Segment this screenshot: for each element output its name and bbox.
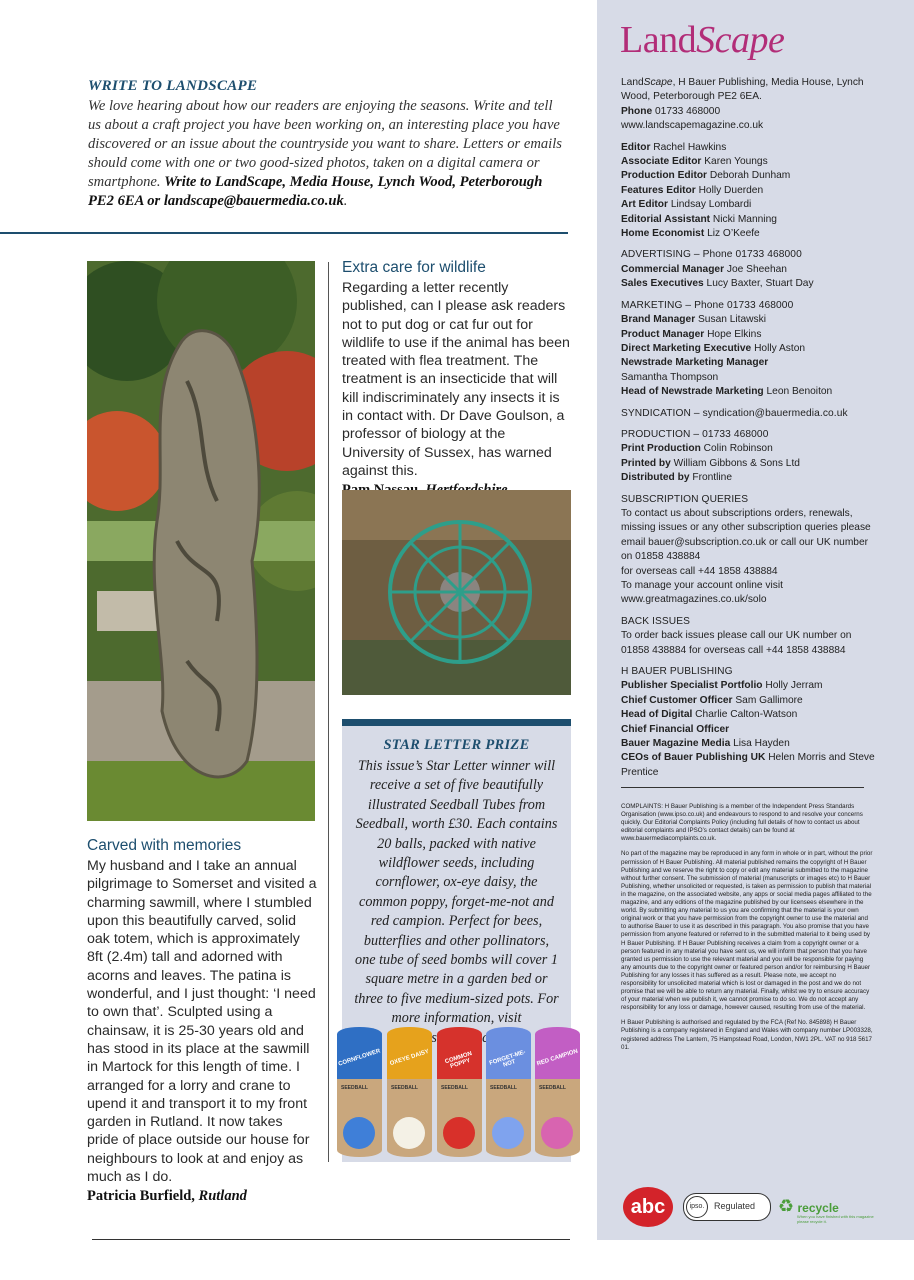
- address-scape: Scape: [643, 77, 673, 88]
- masthead-divider: [621, 787, 864, 788]
- write-body: [88, 97, 566, 211]
- address-land: Land: [621, 77, 644, 88]
- seedball-tube-forget-me-not: [486, 1027, 531, 1157]
- back-issues-section: [621, 615, 876, 658]
- section-heading: ADVERTISING – Phone 01733 468000: [621, 249, 802, 261]
- subs-url: www.greatmagazines.co.uk/solo: [621, 594, 767, 606]
- write-to-landscape: [88, 78, 566, 211]
- staff-role: Chief Financial Officer: [621, 723, 730, 735]
- staff-row: Samantha Thompson: [621, 371, 719, 383]
- bottom-divider: [92, 1239, 570, 1240]
- staff-role: Bauer Magazine Media: [621, 738, 731, 750]
- staff-list: [621, 141, 876, 242]
- star-letter-bar: [342, 719, 571, 726]
- staff-row: [621, 198, 876, 212]
- staff-role: Art Editor: [621, 199, 668, 211]
- seedball-tube-cornflower: [337, 1027, 382, 1157]
- staff-name: Hope Elkins: [707, 328, 762, 340]
- fine-print: [621, 803, 873, 1059]
- production-section: [621, 428, 876, 486]
- staff-role: Production Editor: [621, 170, 708, 182]
- cornflower-icon: [343, 1117, 375, 1149]
- staff-name: Liz O’Keefe: [707, 228, 760, 240]
- author-name: Patricia Burfield,: [87, 1188, 195, 1205]
- seedball-tube-red-campion: [535, 1027, 580, 1157]
- write-body-text: We love hearing about how our readers are enjoying the seasons. Write and tell us about a craft project you have been working on, an interesting place you have discovered or an issue about the countryside you want to share. Letters or emails should come with one or two good-sized photos, taken on a digital camera or smartphone.: [88, 98, 562, 190]
- landscape-logo: [620, 18, 784, 62]
- staff-row: [621, 356, 876, 370]
- staff-row: [621, 141, 876, 155]
- tube-brand: SEEDBALL: [490, 1085, 517, 1091]
- staff-role: Head of Digital: [621, 709, 693, 721]
- section-heading: SYNDICATION – syndication@bauermedia.co.uk: [621, 407, 848, 419]
- masthead-address: [621, 76, 876, 105]
- staff-row: [621, 723, 876, 737]
- staff-name: Karen Youngs: [704, 156, 768, 168]
- marketing-section: [621, 299, 876, 400]
- section-heading: H BAUER PUBLISHING: [621, 666, 733, 678]
- masthead-text: [621, 76, 876, 780]
- fca-text: H Bauer Publishing is authorised and regulated by the FCA (Ref No. 845898) H Bauer Publishing is a company registered in England and Wales with company number LP003328, registered address The Lantern, 75 Hampstead Road, London, NW1 2PL. VAT no 918 5617 01.: [621, 1019, 873, 1051]
- staff-role: CEOs of Bauer Publishing UK: [621, 752, 766, 764]
- seedball-tube-common-poppy: [437, 1027, 482, 1157]
- subscription-section: [621, 493, 876, 608]
- subs-manage: To manage your account online visit: [621, 580, 783, 591]
- star-letter-body: This issue’s Star Letter winner will receive a set of five beautifully illustrated Seedball Tubes from Seedball, worth £30. Each contains 20 balls, packed with native wildflower seeds, including cornflower, ox-eye daisy, the common poppy, forget-me-not and red campion. Perfect for bees, butterflies and other pollinators, one tube of seed bombs will cover 1 square metre in a garden bed or three to five medium-sized pots. For more information, visit: [354, 758, 559, 1027]
- copyright-text: No part of the magazine may be reproduced in any form in whole or in part, without the prior permission of H Bauer Publishing. All material published remains the copyright of H Bauer Publishing and we reserve the right to copy or edit any material submitted to the magazine without further consent. The submission of material (manuscripts or images etc) to H Bauer Publishing, whether unsolicited or requested, is taken as permission to publish that material in the magazine, on the associated website, any apps or social media pages affiliated to the magazine, and any editions of the magazine published by our licensees elsewhere in the world. By submitting any material to us you are confirming that the material is your own original work or that you have permission from the copyright owner to use the material and to authorise Bauer to use it as described in this paragraph. You also promise that you have permission from anyone featured or referred to in the submitted material to it being used by H Bauer Publishing. If H Bauer Publishing receives a claim from a copyright owner or a person featured in any material you have sent us, we will inform that person that you have granted us permission to use the relevant material and you will be responsible for paying any amounts due to the copyright owner or featured person and/or for reimbursing H Bauer Publishing for any losses it has suffered as a result. Please note, we accept no responsibility for unsolicited material which is lost or damaged in the post and we do not promise that we will be able to return any material. Finally, whilst we try to ensure accuracy of your material when we publish it, we cannot promise to do so. We do not accept any responsibility for any loss or damage, however caused, resulting from use of the material.: [621, 850, 873, 1012]
- daisy-icon: [393, 1117, 425, 1149]
- tube-brand: SEEDBALL: [391, 1085, 418, 1091]
- section-heading: BACK ISSUES: [621, 615, 691, 627]
- staff-role: Product Manager: [621, 328, 705, 340]
- staff-row: [621, 277, 876, 291]
- staff-name: Rachel Hawkins: [653, 141, 727, 153]
- abc-logo: abc: [623, 1187, 673, 1227]
- staff-name: Holly Aston: [754, 342, 806, 354]
- staff-name: Lucy Baxter, Stuart Day: [706, 278, 814, 290]
- ipso-icon: ipso.: [686, 1196, 708, 1218]
- address-rest: , H Bauer Publishing, Media House, Lynch Wood, Peterborough PE2 6EA.: [621, 77, 864, 103]
- staff-role: Head of Newstrade Marketing: [621, 386, 764, 398]
- staff-role: Editorial Assistant: [621, 213, 711, 225]
- subs-body: To contact us about subscriptions orders, renewals, missing issues or any other subscription queries please email bauer@subscription.co.uk or call our UK number on 01858 438884: [621, 507, 871, 563]
- letter-body: My husband and I take an annual pilgrimage to Somerset and visited a charming sawmill, where I stumbled upon this beautifully carved, solid oak totem, which is approximately 8ft (2.4m) tall and adorned with acorns and leaves. The patina is wonderful, and I just thought: ‘I need to own that’. Sculpted using a chainsaw, it is 25-30 years old and has stood in its place at the sawmill in Martock for this length of time. I arranged for a lorry and crane to upend it and transport it to my front garden in Rutland. It now takes pride of place outside our house for neighbours to look at and enjoy as much as I do.: [87, 858, 317, 1186]
- section-heading: MARKETING – Phone 01733 468000: [621, 299, 794, 311]
- campion-icon: [541, 1117, 573, 1149]
- staff-role: Associate Editor: [621, 156, 702, 168]
- staff-row: [621, 213, 876, 227]
- column-divider: [328, 262, 329, 1162]
- staff-name: Charlie Calton-Watson: [695, 709, 798, 721]
- regulated-label: Regulated: [714, 1201, 756, 1211]
- staff-name: Sam Gallimore: [735, 694, 803, 706]
- staff-row: [621, 342, 876, 356]
- staff-role: Newstrade Marketing Manager: [621, 357, 769, 369]
- staff-row: [621, 328, 876, 342]
- staff-name: Helen Morris and Steve Prentice: [621, 752, 875, 778]
- recycle-note: When you have finished with this magazine please recycle it.: [797, 1214, 874, 1224]
- staff-row: [621, 442, 876, 456]
- letter-carved-memories: [87, 837, 317, 1205]
- staff-role: Distributed by: [621, 472, 690, 484]
- staff-row: [621, 155, 876, 169]
- staff-row: [621, 227, 876, 241]
- subs-overseas: for overseas call +44 1858 438884: [621, 565, 778, 577]
- staff-row: [621, 694, 876, 708]
- bauer-section: [621, 665, 876, 780]
- star-letter-title: STAR LETTER PRIZE: [383, 737, 530, 753]
- poppy-icon: [443, 1117, 475, 1149]
- staff-name: Deborah Dunham: [709, 170, 791, 182]
- syndication-section: [621, 407, 876, 421]
- staff-role: Printed by: [621, 457, 671, 469]
- staff-role: Editor: [621, 141, 651, 153]
- staff-name: Joe Sheehan: [726, 263, 787, 275]
- staff-name: Nicki Manning: [712, 213, 777, 225]
- letter-headline: Extra care for wildlife: [342, 259, 486, 276]
- staff-role: Direct Marketing Executive: [621, 342, 752, 354]
- staff-name: Holly Duerden: [698, 184, 764, 196]
- tube-brand: SEEDBALL: [539, 1085, 566, 1091]
- phone-label: Phone: [621, 105, 653, 117]
- staff-role: Home Economist: [621, 228, 705, 240]
- staff-role: Commercial Manager: [621, 263, 725, 275]
- write-title: WRITE TO LANDSCAPE: [88, 78, 258, 94]
- staff-name: Lisa Hayden: [733, 738, 790, 750]
- staff-role: Chief Customer Officer: [621, 694, 733, 706]
- ipso-regulated-logo: [683, 1193, 771, 1221]
- masthead-web: www.landscapemagazine.co.uk: [621, 120, 764, 132]
- tube-label: OXEYE DAISY: [389, 1048, 430, 1068]
- tube-brand: SEEDBALL: [441, 1085, 468, 1091]
- staff-role: Print Production: [621, 443, 701, 455]
- staff-row: [621, 708, 876, 722]
- tube-label: FORGET-ME-NOT: [488, 1049, 527, 1069]
- masthead-phone: [621, 105, 876, 119]
- staff-row: [621, 313, 876, 327]
- staff-row: [621, 457, 876, 471]
- tube-brand: SEEDBALL: [341, 1085, 368, 1091]
- staff-name: Colin Robinson: [703, 443, 773, 455]
- logo-part-land: Land: [620, 19, 697, 61]
- staff-name: Leon Benoiton: [766, 386, 833, 398]
- complaints-text: COMPLAINTS: H Bauer Publishing is a member of the Independent Press Standards Organisation (www.ipso.co.uk) and endeavours to respond to and resolve your concerns quickly. Our Editorial Complaints Policy (including full details of how to contact us about editorial complaints and IPSO’s contact details) can be found at www.bauermediacomplaints.co.uk.: [621, 803, 863, 843]
- tube-label: COMMON POPPY: [444, 1050, 473, 1070]
- staff-row: [621, 385, 876, 399]
- staff-name: William Gibbons & Sons Ltd: [673, 457, 800, 469]
- letter-extra-care: [342, 259, 570, 499]
- staff-role: Brand Manager: [621, 314, 696, 326]
- staff-row: [621, 169, 876, 183]
- staff-name: Susan Litawski: [698, 314, 766, 326]
- write-address: Write to LandScape, Media House, Lynch Wood, Peterborough PE2 6EA or landscape@bauermedia.co.uk: [88, 174, 543, 209]
- tube-label: CORNFLOWER: [337, 1048, 382, 1068]
- forget-me-not-icon: [492, 1117, 524, 1149]
- wildlife-feeder-photo: [342, 490, 571, 695]
- letter-body: Regarding a letter recently published, can I please ask readers not to put dog or cat fur out for wildlife to use if the animal has been treated with flea treatment. The treatment is an insecticide that will kill indiscriminately any insects it is in contact with. Dr Dave Goulson, a professor of biology at the University of Sussex, has warned against this.: [342, 280, 570, 479]
- staff-name: Holly Jerram: [765, 680, 823, 692]
- letter-signature: [87, 1188, 317, 1205]
- section-heading: PRODUCTION – 01733 468000: [621, 428, 769, 440]
- staff-name: Frontline: [692, 472, 732, 484]
- phone-number: 01733 468000: [654, 105, 721, 117]
- feeder-illustration: [342, 490, 571, 695]
- write-divider: [0, 232, 568, 234]
- carved-totem-illustration: [87, 261, 315, 821]
- back-body: To order back issues please call our UK number on 01858 438884 for overseas call +44 1858 438884: [621, 630, 852, 656]
- staff-row: [621, 751, 876, 780]
- write-end: .: [343, 193, 348, 209]
- recycle-label: recycle: [797, 1201, 839, 1215]
- author-place: Rutland: [198, 1188, 247, 1205]
- staff-row: [621, 263, 876, 277]
- staff-row: [621, 184, 876, 198]
- letter-headline: Carved with memories: [87, 837, 242, 854]
- carved-totem-photo: [87, 261, 315, 821]
- staff-row: [621, 471, 876, 485]
- staff-name: Lindsay Lombardi: [670, 199, 752, 211]
- staff-role: Features Editor: [621, 184, 696, 196]
- seedball-tube-oxeye-daisy: [387, 1027, 432, 1157]
- staff-role: Sales Executives: [621, 278, 704, 290]
- recycle-icon: ♻: [778, 1196, 795, 1216]
- tube-label: RED CAMPION: [536, 1048, 579, 1068]
- advertising-section: [621, 248, 876, 291]
- staff-row: [621, 737, 876, 751]
- logo-part-scape: Scape: [696, 19, 785, 61]
- staff-row: [621, 679, 876, 693]
- staff-role: Publisher Specialist Portfolio: [621, 680, 763, 692]
- section-heading: SUBSCRIPTION QUERIES: [621, 493, 749, 505]
